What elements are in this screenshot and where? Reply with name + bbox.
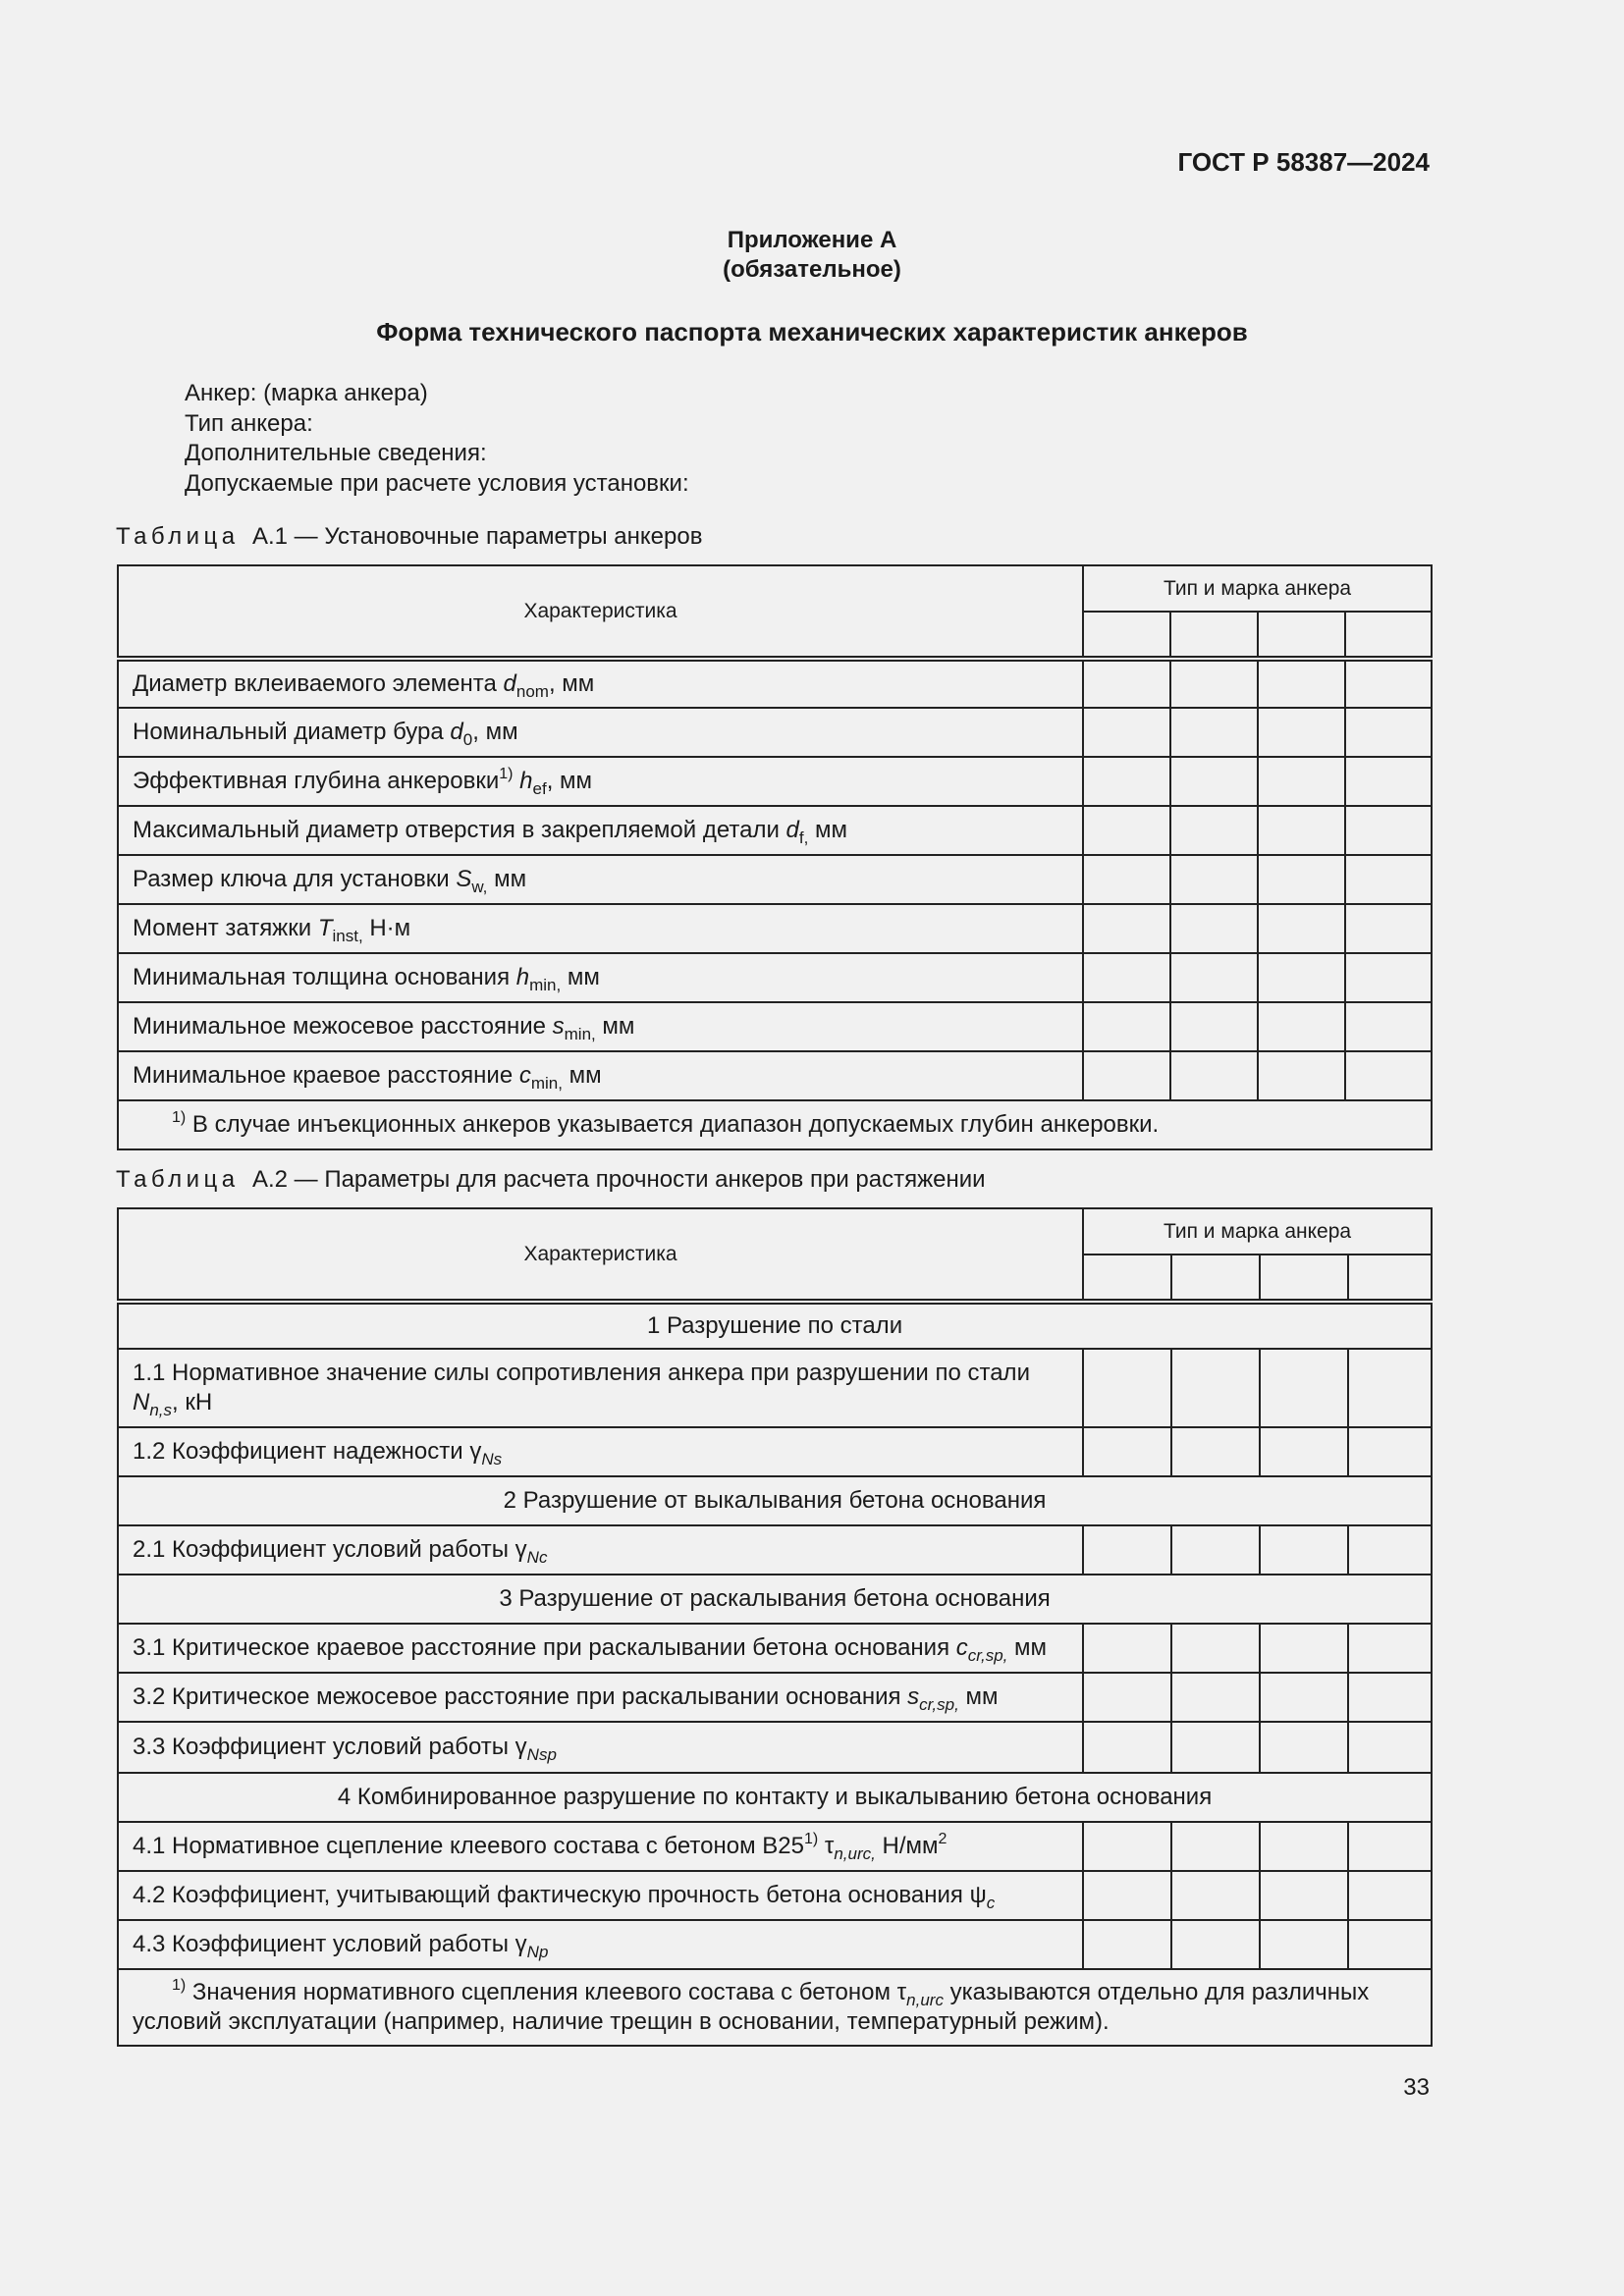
subscript: min,	[564, 1025, 596, 1043]
section-heading: 2 Разрушение от выкалывания бетона основания	[118, 1476, 1432, 1525]
value-cell[interactable]	[1345, 806, 1432, 855]
value-cell[interactable]	[1345, 757, 1432, 806]
unit: , мм	[546, 768, 593, 794]
value-cell[interactable]	[1345, 953, 1432, 1002]
section-heading: 1 Разрушение по стали	[118, 1302, 1432, 1349]
value-cell[interactable]	[1258, 1002, 1345, 1051]
value-cell[interactable]	[1348, 1822, 1432, 1871]
subscript: w,	[471, 878, 488, 896]
symbol: d	[450, 719, 463, 745]
table-row	[118, 953, 1432, 1002]
section-heading: 3 Разрушение от раскалывания бетона основания	[118, 1575, 1432, 1624]
table-row-label	[118, 1822, 1083, 1871]
value-cell[interactable]	[1083, 1673, 1171, 1722]
subscript: c	[986, 1894, 996, 1912]
value-cell[interactable]	[1348, 1920, 1432, 1969]
row-text: Момент затяжки	[133, 915, 318, 941]
unit: , мм	[472, 719, 518, 745]
table2-caption-label: Таблица	[116, 1166, 240, 1193]
table1-caption-label: Таблица	[116, 523, 240, 550]
subscript: Ns	[481, 1450, 503, 1468]
value-cell[interactable]	[1083, 1722, 1171, 1773]
value-cell[interactable]	[1258, 806, 1345, 855]
document-id: ГОСТ Р 58387—2024	[1177, 147, 1430, 177]
value-cell[interactable]	[1260, 1673, 1348, 1722]
row-text: Размер ключа для установки	[133, 866, 457, 892]
value-cell[interactable]	[1171, 1349, 1260, 1427]
table-row-label	[118, 855, 1083, 904]
row-text: 2.1 Коэффициент условий работы γ	[133, 1536, 527, 1563]
value-cell[interactable]	[1170, 1002, 1258, 1051]
table2-header-characteristic: Характеристика	[118, 1208, 1083, 1302]
table-row-label	[118, 1002, 1083, 1051]
intro-conditions: Допускаемые при расчете условия установки:	[185, 469, 689, 497]
table1-header-characteristic: Характеристика	[118, 565, 1083, 659]
value-cell[interactable]	[1345, 855, 1432, 904]
row-text: Минимальное краевое расстояние	[133, 1062, 519, 1089]
symbol: c	[955, 1634, 968, 1661]
symbol: N	[133, 1389, 150, 1415]
value-cell[interactable]	[1083, 904, 1170, 953]
value-cell[interactable]	[1170, 757, 1258, 806]
footnote-text: Значения нормативного сцепления клеевого состава с бетоном τ	[186, 1979, 907, 2005]
intro-anchor: Анкер: (марка анкера)	[185, 380, 428, 406]
superscript: 2	[938, 1831, 947, 1847]
subscript: inst,	[332, 927, 363, 945]
table2-header-type: Тип и марка анкера	[1083, 1208, 1432, 1255]
footnote-mark: 1)	[172, 1977, 187, 1994]
symbol: h	[515, 964, 530, 990]
value-cell[interactable]	[1170, 1051, 1258, 1100]
value-cell[interactable]	[1260, 1349, 1348, 1427]
value-cell[interactable]	[1260, 1920, 1348, 1969]
value-cell[interactable]	[1083, 708, 1170, 757]
footnote-mark: 1)	[172, 1109, 187, 1126]
value-cell[interactable]	[1170, 659, 1258, 708]
value-cell[interactable]	[1170, 855, 1258, 904]
value-cell[interactable]	[1083, 1002, 1170, 1051]
table-row-label	[118, 1871, 1083, 1920]
value-cell[interactable]	[1345, 659, 1432, 708]
value-cell[interactable]	[1171, 1624, 1260, 1673]
row-text: 3.2 Критическое межосевое расстояние при раскалывании основания	[133, 1683, 908, 1710]
value-cell[interactable]	[1083, 1920, 1171, 1969]
row-text: 4.3 Коэффициент условий работы γ	[133, 1931, 527, 1957]
row-text: Минимальное межосевое расстояние	[133, 1013, 553, 1040]
value-cell[interactable]	[1083, 1427, 1171, 1476]
value-cell[interactable]	[1258, 708, 1345, 757]
table-row-label	[118, 904, 1083, 953]
value-cell[interactable]	[1348, 1525, 1432, 1575]
table-row	[118, 757, 1432, 806]
subscript: Nc	[526, 1548, 548, 1567]
value-cell[interactable]	[1171, 1920, 1260, 1969]
value-cell[interactable]	[1171, 1427, 1260, 1476]
row-text: 3.3 Коэффициент условий работы γ	[133, 1734, 527, 1760]
table-row-label	[118, 757, 1083, 806]
unit: Н·м	[362, 915, 411, 941]
value-cell[interactable]	[1348, 1871, 1432, 1920]
subscript: Np	[526, 1943, 549, 1961]
value-cell[interactable]	[1083, 806, 1170, 855]
value-cell[interactable]	[1171, 1871, 1260, 1920]
symbol: S	[456, 866, 472, 892]
value-cell[interactable]	[1258, 953, 1345, 1002]
value-cell[interactable]	[1083, 953, 1170, 1002]
row-text: Эффективная глубина анкеровки	[133, 768, 500, 794]
table-row-label	[118, 1525, 1083, 1575]
table1-caption-text: А.1 — Установочные параметры анкеров	[251, 523, 703, 550]
value-cell[interactable]	[1348, 1349, 1432, 1427]
unit: мм	[1007, 1634, 1048, 1661]
table-row-label	[118, 1051, 1083, 1100]
value-cell[interactable]	[1083, 1051, 1170, 1100]
value-cell[interactable]	[1260, 1624, 1348, 1673]
row-text: Минимальная толщина основания	[133, 964, 516, 990]
row-text: Максимальный диаметр отверстия в закрепляемой детали	[133, 817, 786, 843]
unit: мм	[487, 866, 527, 892]
subscript: min,	[530, 1074, 563, 1093]
value-cell[interactable]	[1348, 1427, 1432, 1476]
symbol: s	[552, 1013, 565, 1040]
table-row	[118, 806, 1432, 855]
footnote-text: указываются отдельно для различных условий эксплуатации (например, наличие трещин в основании, температурный режим).	[133, 1979, 1370, 2035]
subscript: ef	[532, 779, 547, 798]
row-text: 4.1 Нормативное сцепление клеевого состава с бетоном В25	[133, 1833, 804, 1859]
row-text: Диаметр вклеиваемого элемента	[133, 670, 504, 697]
table-row	[118, 904, 1432, 953]
value-cell[interactable]	[1260, 1871, 1348, 1920]
value-cell[interactable]	[1258, 855, 1345, 904]
symbol: h	[519, 768, 533, 794]
table2-header-col	[1171, 1255, 1260, 1302]
value-cell[interactable]	[1083, 757, 1170, 806]
unit: Н/мм	[875, 1833, 939, 1859]
table-row-label	[118, 1722, 1083, 1773]
row-text: 1.1 Нормативное значение силы сопротивления анкера при разрушении по стали	[133, 1360, 1030, 1386]
subscript: cr,sp,	[919, 1695, 959, 1714]
form-title: Форма технического паспорта механических характеристик анкеров	[376, 317, 1248, 347]
value-cell[interactable]	[1083, 1624, 1171, 1673]
table1-header-col	[1345, 612, 1432, 659]
appendix-label: Приложение А	[727, 227, 897, 253]
table-row	[118, 708, 1432, 757]
subscript: Nsp	[526, 1745, 557, 1764]
value-cell[interactable]	[1345, 904, 1432, 953]
table-row-label	[118, 806, 1083, 855]
row-text: Номинальный диаметр бура	[133, 719, 451, 745]
row-text: 4.2 Коэффициент, учитывающий фактическую прочность бетона основания ψ	[133, 1882, 987, 1908]
value-cell[interactable]	[1083, 1525, 1171, 1575]
value-cell[interactable]	[1170, 904, 1258, 953]
unit: мм	[562, 1062, 602, 1089]
symbol: d	[503, 670, 516, 697]
value-cell[interactable]	[1258, 757, 1345, 806]
value-cell[interactable]	[1258, 904, 1345, 953]
symbol: T	[317, 915, 333, 941]
unit: мм	[808, 817, 848, 843]
subscript: nom	[515, 682, 549, 701]
intro-type: Тип анкера:	[185, 409, 313, 437]
table1-footnote	[118, 1100, 1432, 1149]
value-cell[interactable]	[1348, 1624, 1432, 1673]
appendix-title	[0, 226, 1624, 285]
table1-header-type: Тип и марка анкера	[1083, 565, 1432, 612]
table1-footnote-text: В случае инъекционных анкеров указывается диапазон допускаемых глубин анкеровки.	[186, 1111, 1160, 1138]
row-text: 1.2 Коэффициент надежности γ	[133, 1438, 482, 1465]
unit: мм	[958, 1683, 999, 1710]
value-cell[interactable]	[1260, 1525, 1348, 1575]
value-cell[interactable]	[1170, 953, 1258, 1002]
table2-footnote	[118, 1969, 1432, 2046]
table-row	[118, 1051, 1432, 1100]
page-number: 33	[1403, 2074, 1430, 2101]
value-cell[interactable]	[1083, 855, 1170, 904]
value-cell[interactable]	[1083, 1871, 1171, 1920]
intro-extra: Дополнительные сведения:	[185, 440, 487, 466]
table-row-label	[118, 708, 1083, 757]
row-text: 3.1 Критическое краевое расстояние при раскалывании бетона основания	[133, 1634, 956, 1661]
table-row-label	[118, 1624, 1083, 1673]
footnote-mark: 1)	[803, 1831, 819, 1847]
subscript: n,urc	[906, 1991, 944, 2009]
table1-header-col	[1170, 612, 1258, 659]
table2-caption	[116, 1166, 986, 1194]
value-cell[interactable]	[1258, 659, 1345, 708]
section-heading: 4 Комбинированное разрушение по контакту и выкалыванию бетона основания	[118, 1773, 1432, 1822]
table1-caption	[116, 523, 702, 551]
symbol: d	[785, 817, 799, 843]
table-row	[118, 1002, 1432, 1051]
table-a1	[117, 564, 1433, 1150]
value-cell[interactable]	[1171, 1722, 1260, 1773]
table-row	[118, 855, 1432, 904]
subscript: f,	[798, 828, 809, 847]
table-row	[118, 659, 1432, 708]
value-cell[interactable]	[1345, 708, 1432, 757]
table1-header-col	[1258, 612, 1345, 659]
value-cell[interactable]	[1171, 1673, 1260, 1722]
value-cell[interactable]	[1345, 1002, 1432, 1051]
value-cell[interactable]	[1170, 806, 1258, 855]
table1-header-col	[1083, 612, 1170, 659]
subscript: n,urc,	[834, 1844, 876, 1863]
table-a2	[117, 1207, 1433, 2047]
table-row-label	[118, 659, 1083, 708]
value-cell[interactable]	[1083, 659, 1170, 708]
table-row-label	[118, 1920, 1083, 1969]
value-cell[interactable]	[1083, 1822, 1171, 1871]
subscript: cr,sp,	[967, 1646, 1008, 1665]
value-cell[interactable]	[1170, 708, 1258, 757]
unit: , кН	[172, 1389, 213, 1415]
value-cell[interactable]	[1171, 1822, 1260, 1871]
unit: мм	[561, 964, 600, 990]
subscript: min,	[529, 976, 562, 994]
symbol: c	[518, 1062, 531, 1089]
unit: мм	[595, 1013, 635, 1040]
symbol: τ	[818, 1833, 835, 1859]
value-cell[interactable]	[1260, 1822, 1348, 1871]
intro-block	[185, 379, 689, 499]
table-row-label	[118, 1349, 1083, 1427]
appendix-status: (обязательное)	[723, 256, 901, 283]
unit: , мм	[548, 670, 595, 697]
value-cell[interactable]	[1260, 1427, 1348, 1476]
value-cell[interactable]	[1258, 1051, 1345, 1100]
value-cell[interactable]	[1348, 1722, 1432, 1773]
table-row-label	[118, 953, 1083, 1002]
value-cell[interactable]	[1260, 1722, 1348, 1773]
value-cell[interactable]	[1171, 1525, 1260, 1575]
symbol: s	[907, 1683, 920, 1710]
subscript: n,s	[149, 1401, 173, 1419]
value-cell[interactable]	[1348, 1673, 1432, 1722]
footnote-mark: 1)	[499, 766, 514, 782]
table2-caption-text: А.2 — Параметры для расчета прочности анкеров при растяжении	[251, 1166, 986, 1193]
value-cell[interactable]	[1083, 1349, 1171, 1427]
table2-header-col	[1348, 1255, 1432, 1302]
subscript: 0	[462, 730, 473, 749]
table2-header-col	[1083, 1255, 1171, 1302]
table-row-label	[118, 1427, 1083, 1476]
table2-header-col	[1260, 1255, 1348, 1302]
table-row-label	[118, 1673, 1083, 1722]
value-cell[interactable]	[1345, 1051, 1432, 1100]
